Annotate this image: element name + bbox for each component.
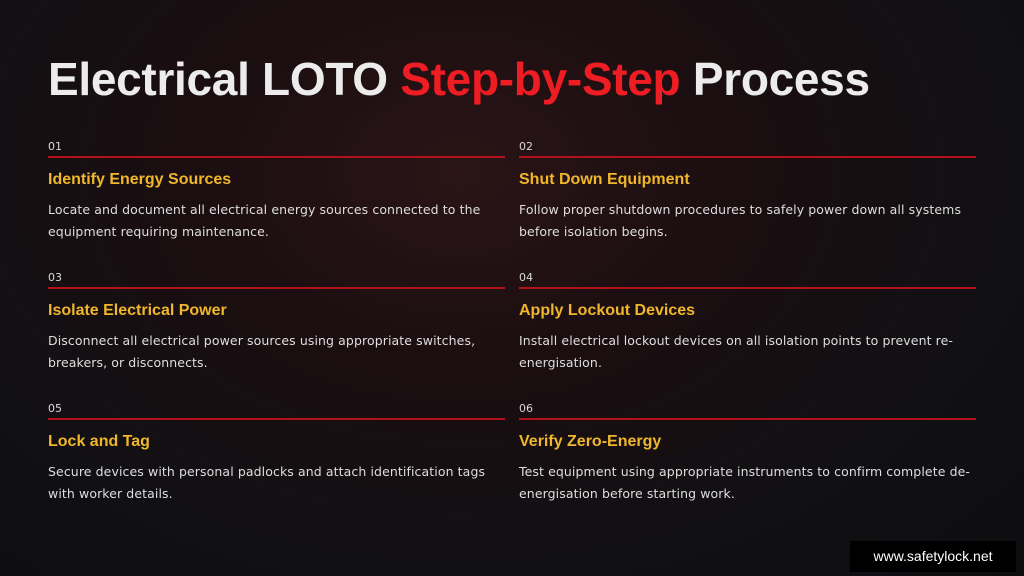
step-divider — [519, 418, 976, 420]
step-divider — [48, 287, 505, 289]
step-title: Isolate Electrical Power — [48, 302, 227, 319]
step-divider — [48, 418, 505, 420]
title-text-main: Electrical LOTO — [48, 53, 401, 105]
step-title: Verify Zero-Energy — [519, 433, 662, 450]
step-02 — [519, 140, 976, 243]
step-number: 04 — [519, 271, 533, 284]
step-title: Identify Energy Sources — [48, 171, 232, 188]
step-description: Install electrical lockout devices on all isolation points to prevent re-energisation. — [519, 333, 954, 370]
step-divider — [48, 156, 505, 158]
step-number: 01 — [48, 140, 62, 153]
step-number: 06 — [519, 402, 533, 415]
step-01 — [48, 140, 505, 243]
step-04 — [519, 271, 976, 374]
step-05 — [48, 402, 505, 505]
step-description: Disconnect all electrical power sources using appropriate switches, breakers, or disconnects. — [48, 333, 476, 370]
step-number: 03 — [48, 271, 62, 284]
step-number: 02 — [519, 140, 533, 153]
step-divider — [519, 156, 976, 158]
step-03 — [48, 271, 505, 374]
step-description: Locate and document all electrical energy sources connected to the equipment requiring maintenance. — [48, 202, 481, 239]
step-divider — [519, 287, 976, 289]
step-title: Apply Lockout Devices — [519, 302, 696, 319]
step-title: Lock and Tag — [48, 433, 150, 450]
step-description: Follow proper shutdown procedures to safely power down all systems before isolation begins. — [519, 202, 962, 239]
step-06 — [519, 402, 976, 505]
step-title: Shut Down Equipment — [519, 171, 690, 188]
slide-title — [48, 52, 870, 106]
title-text-accent: Step-by-Step — [400, 53, 681, 105]
step-description: Secure devices with personal padlocks and attach identification tags with worker details. — [48, 464, 486, 501]
website-url-badge: www.safetylock.net — [850, 541, 1016, 572]
step-number: 05 — [48, 402, 62, 415]
title-text-end: Process — [680, 53, 870, 105]
step-description: Test equipment using appropriate instruments to confirm complete de-energisation before starting work. — [519, 464, 971, 501]
